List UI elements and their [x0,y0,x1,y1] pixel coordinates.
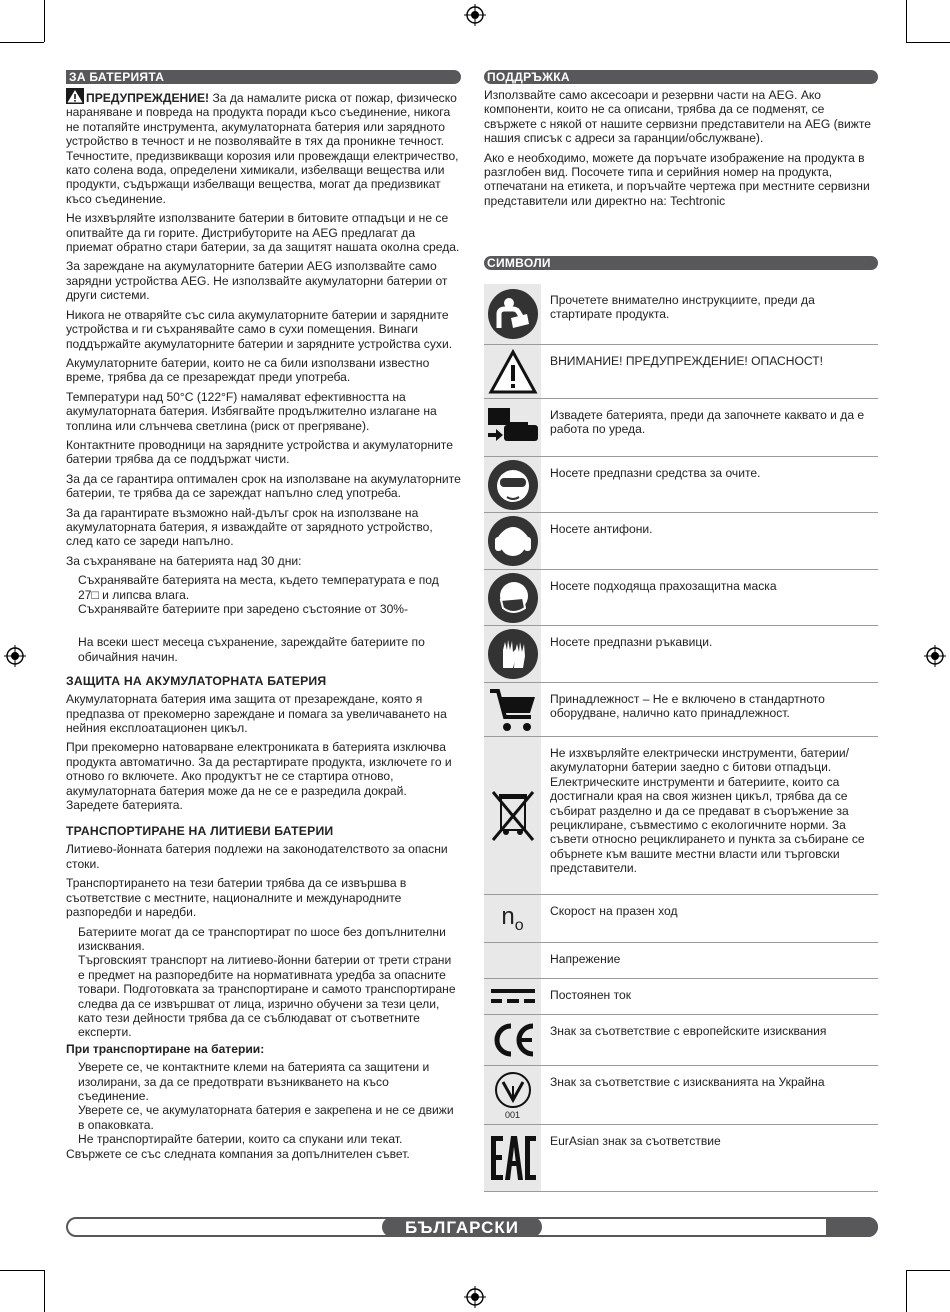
no-load-speed-glyph: $n_o$ [501,902,524,934]
remove-battery-icon [484,399,541,456]
paragraph: За зареждане на акумулаторните батерии AEG използвайте само зарядни устройства AEG. Не използвайте акумулаторни батерии от други системи. [66,259,448,303]
indented-item: На всеки шест месеца съхранение, зареждайте батериите по обичайния начин. [78,635,425,664]
symbol-description: EurAsian знак за съответствие [550,1134,721,1148]
symbol-row [484,513,878,570]
crossed-bin-icon [484,737,541,894]
crop-mark [906,42,950,43]
symbol-row [484,737,878,895]
section-title-maintenance: ПОДДРЪЖКА [484,70,878,84]
ce-mark-icon [484,1015,541,1065]
ukraine-mark-code: 001 [504,1110,521,1120]
dust-mask-icon [484,570,541,625]
paragraph: За съхраняване на батерията над 30 дни: [66,553,302,568]
warning-icon [66,88,84,104]
symbol-description: Извадете батерията, преди да започнете каквато и да е работа по уреда. [550,408,865,437]
symbol-description: Скорост на празен ход [550,904,678,918]
gloves-icon [484,626,541,682]
read-manual-icon [484,284,541,344]
crop-mark [906,1270,907,1312]
symbol-description: Прочетете внимателно инструкциите, преди да стартирате продукта. [550,293,815,322]
paragraph: Използвайте само аксесоари и резервни части на AEG. Ако компоненти, които не са описани, трябва да се подменят, се свържете с някой от нашите сервизни представители на AEG (вижте нашия списък с адреси за гаранции/обслужване). [484,88,872,146]
crop-mark [44,1270,45,1312]
symbol-row [484,570,878,626]
symbol-row [484,1066,878,1125]
symbol-description: Не изхвърляйте електрически инструменти, батерии/акумулаторни батерии заедно с битови отпадъци. Електрическите инструменти и батериите, които са достигнали края на своя жизнен цикъл, трябва да се събират разделно и да се предават в съоръжение за рециклиране, съвместимо с екологичните норми. За съвети относно рециклирането и пункта за събиране се обърнете към вашите местни власти или търговски представители. [550,746,865,876]
symbol-description: ВНИМАНИЕ! ПРЕДУПРЕЖДЕНИЕ! ОПАСНОСТ! [550,354,823,368]
crop-mark [0,1270,44,1271]
right-column [484,70,878,270]
paragraph: Акумулаторните батерии, които не са били използвани известно време, трябва да се презареждат преди употреба. [66,355,430,385]
symbol-row [484,683,878,737]
symbol-description: Носете подходяща прахозащитна маска [550,579,777,593]
crop-mark [44,0,45,42]
symbol-description: Носете предпазни средства за очите. [550,466,761,480]
warning-triangle-icon [484,345,541,398]
transport-subheading: При транспортиране на батерии: [66,1041,265,1056]
symbol-description: Напрежение [550,952,621,966]
paragraph: Не изхвърляйте използваните батерии в битовите отпадъци и не се опитвайте да ги горите. Дистрибуторите на AEG предлагат да приемат обратно стари батерии, за да защитят нашата околна среда. [66,211,460,255]
ear-protection-icon [484,513,541,569]
symbol-row [484,1015,878,1066]
crop-mark [906,0,907,42]
no-load-speed-subscript: o [514,916,524,934]
paragraph: За да се гарантира оптимален срок на използване на акумулаторните батерии, те трябва да се зареждат напълно след употреба. [66,471,461,501]
left-column [66,70,461,1166]
registration-mark-icon [464,4,486,26]
symbol-description: Принадлежност – Не е включено в стандартното оборудване, налично като принадлежност. [550,692,825,721]
paragraph: Контактните проводници на зарядните устройства и акумулаторните батерии трябва да се поддържат чисти. [66,437,453,467]
symbol-row [484,457,878,513]
symbol-row [484,626,878,683]
paragraph: Транспортирането на тези батерии трябва да се извършва в съответствие с местните, националните и международните разпоредби и наредби. [66,876,407,920]
registration-mark-icon [4,645,26,667]
crop-mark [0,42,44,43]
warning-text: За да намалите риска от пожар, физическо нараняване и повреда на продукта поради късо съединение, никога не потапяйте инструмента, акумулаторната батерия или зарядното устройство в течност и не позволявайте в тях да проникне течност. Течностите, предизвикващи корозия или провеждащи електричество, като солена вода, определени химикали, избелващи вещества или продукти, съдържащи избелващи вещества, могат да предизвикат късо съединение. [66,91,459,206]
paragraph: За да гарантирате възможно най-дълъг срок на използване на акумулаторната батерия, я изваждайте от зарядното устройство, след като се зареди напълно. [66,505,433,549]
indented-item: Съхранявайте батериите при заредено състояние от 30%- [78,602,409,616]
section-title-battery: ЗА БАТЕРИЯТА [66,70,461,84]
indented-item: Уверете се, че контактните клеми на батерията са защитени и изолирани, за да се предотврати възникването на късо съединение. [78,1060,430,1103]
heading-transport: ТРАНСПОРТИРАНЕ НА ЛИТИЕВИ БАТЕРИИ [66,824,334,839]
direct-current-icon [484,979,541,1014]
registration-mark-icon [464,1286,486,1308]
symbol-description: Носете предпазни ръкавици. [550,635,713,649]
registration-mark-icon [924,645,946,667]
symbol-row [484,895,878,943]
symbol-row [484,345,878,399]
no-load-speed-icon [484,895,541,942]
symbol-row [484,979,878,1015]
warning-label: ПРЕДУПРЕЖДЕНИЕ! [86,91,210,105]
footer-bar-end [826,1217,878,1237]
symbol-row [484,399,878,457]
paragraph: Никога не отваряйте със сила акумулаторните батерии и зарядните устройства и ги съхранявайте само в сухи помещения. Винаги поддържайте акумулаторните батерии и зарядните устройства сухи. [66,307,453,351]
symbol-description: Знак за съответствие с европейските изисквания [550,1024,827,1038]
section-title-symbols: СИМВОЛИ [484,256,878,270]
indented-item: Батериите могат да се транспортират по шосе без допълнителни изисквания. [78,924,446,953]
symbols-table [484,284,878,1192]
paragraph: Ако е необходимо, можете да поръчате изображение на продукта в разглобен вид. Посочете типа и серийния номер на продукта, отпечатани на етикета, и поръчайте чертежа при местните сервизни представители или директно на: Techtronic [484,150,870,208]
symbol-row [484,943,878,979]
symbol-description: Постоянен ток [550,988,632,1002]
cart-icon [484,683,541,736]
paragraph: Температури над 50°C (122°F) намаляват ефективността на акумулаторната батерия. Избягвайте продължително излагане на топлина или слънчева светлина (риск от прегряване). [66,389,437,433]
indented-item: Търговският транспорт на литиево-йонни батерии от трети страни е предмет на разпоредбите на нормативната уредба за опасните товари. Подготовката за транспортиране и самото транспортиране следва да се извършват от лица, изрично обучени за тези цели, като тези дейности трябва да се съблюдават от съответните експерти. [78,953,456,1040]
crop-mark [906,1270,950,1271]
eac-mark-icon [484,1125,541,1191]
language-label: БЪЛГАРСКИ [382,1217,542,1237]
symbol-description: Знак за съответствие с изискванията на Украйна [550,1075,825,1089]
paragraph: Акумулаторната батерия има защита от презареждане, която я предпазва от прекомерно зареждане и помага за увеличаването на нейния експлоатационен цикъл. [66,692,447,736]
symbol-description: Носете антифони. [550,522,653,536]
heading-battery-protection: ЗАЩИТА НА АКУМУЛАТОРНАТА БАТЕРИЯ [66,674,327,689]
ukraine-mark-icon [484,1066,541,1124]
paragraph: Литиево-йонната батерия подлежи на законодателството за опасни стоки. [66,842,448,871]
indented-item: Съхранявайте батерията на места, където температурата е под 27□ и липсва влага. [78,573,439,602]
voltage-icon [484,943,541,978]
warning-paragraph [66,88,461,206]
symbol-row [484,1125,878,1192]
paragraph: Свържете се със следната компания за допълнителен съвет. [66,1146,410,1161]
safety-goggles-icon [484,457,541,512]
paragraph: При прекомерно натоварване електрониката в батерията изключва продукта автоматично. За да рестартирате продукта, изключете го и отново го включете. Ако продуктът не се стартира отново, акумулаторната батерия може да не се е разредила докрай. Заредете батерията. [66,740,452,813]
symbol-row [484,284,878,345]
indented-item: Уверете се, че акумулаторната батерия е закрепена и не се движи в опаковката. [78,1103,454,1132]
indented-item: Не транспортирайте батерии, които са спукани или текат. [78,1132,403,1147]
